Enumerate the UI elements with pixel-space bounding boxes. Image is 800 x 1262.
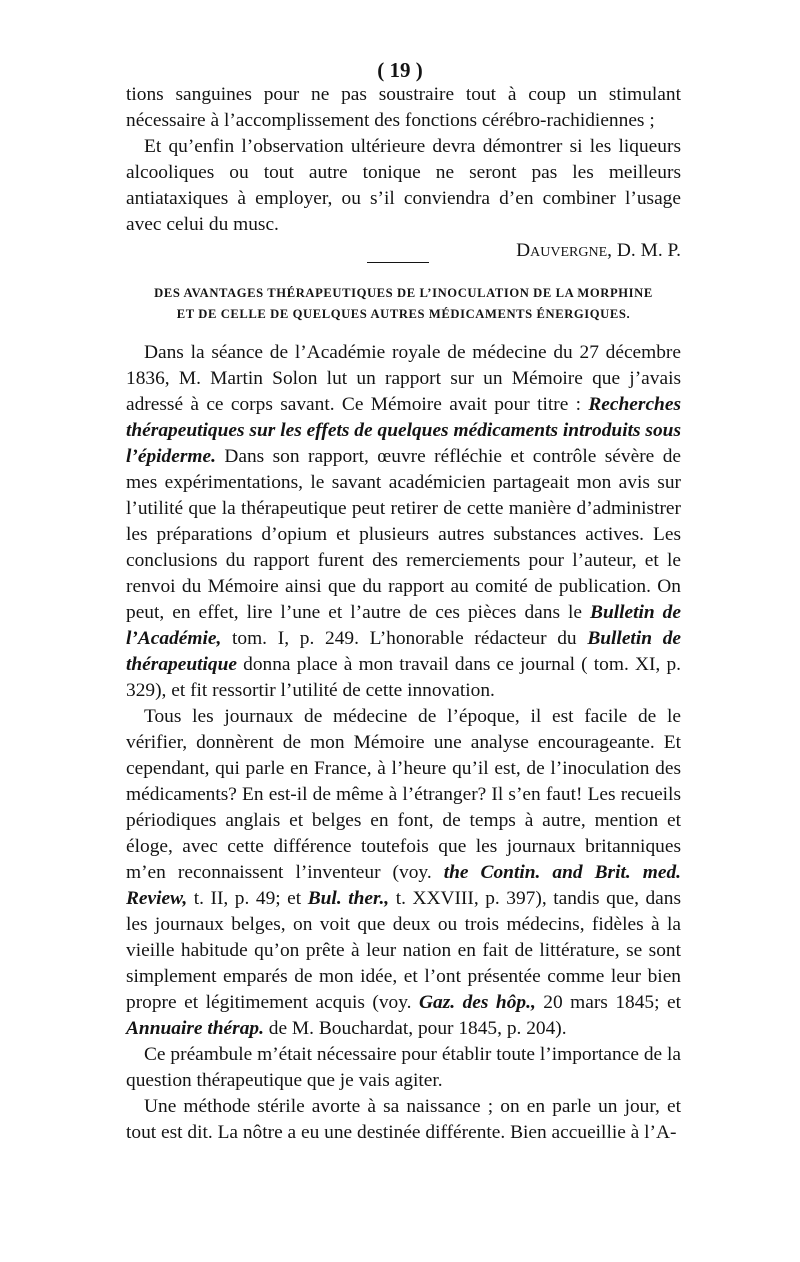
journal-title: Bul. ther., [307, 888, 390, 909]
journal-title: Gaz. des hôp., [419, 992, 536, 1013]
body-paragraph-2 [126, 704, 681, 1042]
signature-name: Dauvergne, [516, 240, 613, 261]
text-run: tom. I, p. 249. L’honorable rédacteur du [221, 628, 588, 649]
text-run: t. XXVIII, p. 397), tandis que, dans les journaux belges, on voit que deux ou trois médecins, fidèles à la vieille habitude qu’on prête à leur nation en fait de littérature, se sont simplement emparés de mon idée, et l’ont présentée comme leur bien propre et légitimement acquis (voy. [126, 888, 681, 1013]
text-run: t. II, p. 49; et [187, 888, 308, 909]
journal-title: Bulletin de thérapeutique [126, 628, 681, 675]
journal-title: Annuaire thérap. [126, 1018, 264, 1039]
signature-title: D. M. P. [616, 240, 681, 261]
body-paragraph-3: Ce préambule m’était nécessaire pour établir toute l’importance de la question thérapeutique que je vais agiter. [126, 1044, 681, 1091]
section-divider [367, 262, 429, 263]
text-run: de M. Bouchardat, pour 1845, p. 204). [263, 1018, 567, 1039]
continued-paragraph: tions sanguines pour ne pas soustraire tout à coup un stimulant nécessaire à l’accomplissement des fonctions cérébro-rachidiennes ; [126, 84, 681, 131]
article-body [126, 340, 681, 1146]
journal-title: Bulletin de l’Académie, [126, 602, 681, 649]
journal-title: the Contin. and Brit. med. Review, [126, 862, 681, 909]
text-run: Tous les journaux de médecine de l’époque, il est facile de le vérifier, donnèrent de mon Mémoire une analyse encourageante. Et cependant, qui parle en France, à l’heure qu’il est, de l’inoculation des médicaments? En est-il de même à l’étranger? Il s’en faut! Les recueils périodiques anglais et belges en font, de temps à autre, mention et éloge, avec cette différence toutefois que les journaux britanniques m’en reconnaissent l’inventeur (voy. [126, 706, 681, 883]
text-run: 20 mars 1845; et [535, 992, 681, 1013]
memoir-title: Recherches thérapeutiques sur les effets de quelques médicaments introduits sous l’épiderme. [126, 394, 681, 467]
body-paragraph-1 [126, 340, 681, 704]
section-heading [126, 283, 681, 325]
continued-text [126, 82, 681, 264]
signature [126, 238, 681, 264]
text-run: Dans son rapport, œuvre réfléchie et contrôle sévère de mes expérimentations, le savant académicien partageait mon avis sur l’utilité que la thérapeutique peut retirer de cette manière d’administrer les préparations d’opium et plusieurs autres substances actives. Les conclusions du rapport furent des remerciements pour l’auteur, et le renvoi du Mémoire ainsi que du rapport au comité de publication. On peut, en effet, lire l’une et l’autre de ces pièces dans le [126, 446, 681, 623]
heading-line-2: ET DE CELLE DE QUELQUES AUTRES MÉDICAMENTS ÉNERGIQUES. [176, 307, 631, 321]
heading-line-1: DES AVANTAGES THÉRAPEUTIQUES DE L’INOCULATION DE LA MORPHINE [154, 286, 653, 300]
body-paragraph-4: Une méthode stérile avorte à sa naissance ; on en parle un jour, et tout est dit. La nôtre a eu une destinée différente. Bien accueillie à l’A- [126, 1096, 681, 1143]
closing-paragraph: Et qu’enfin l’observation ultérieure devra démontrer si les liqueurs alcooliques ou tout autre tonique ne seront pas les meilleurs antiataxiques à employer, ou s’il conviendra d’en combiner l’usage avec celui du musc. [126, 136, 681, 235]
page-number: ( 19 ) [377, 58, 423, 82]
text-run: Dans la séance de l’Académie royale de médecine du 27 décembre 1836, M. Martin Solon lut un rapport sur un Mémoire que j’avais adressé à ce corps savant. Ce Mémoire avait pour titre : [126, 342, 681, 415]
text-run: donna place à mon travail dans ce journal ( tom. XI, p. 329), et fit ressortir l’utilité de cette innovation. [126, 654, 681, 701]
